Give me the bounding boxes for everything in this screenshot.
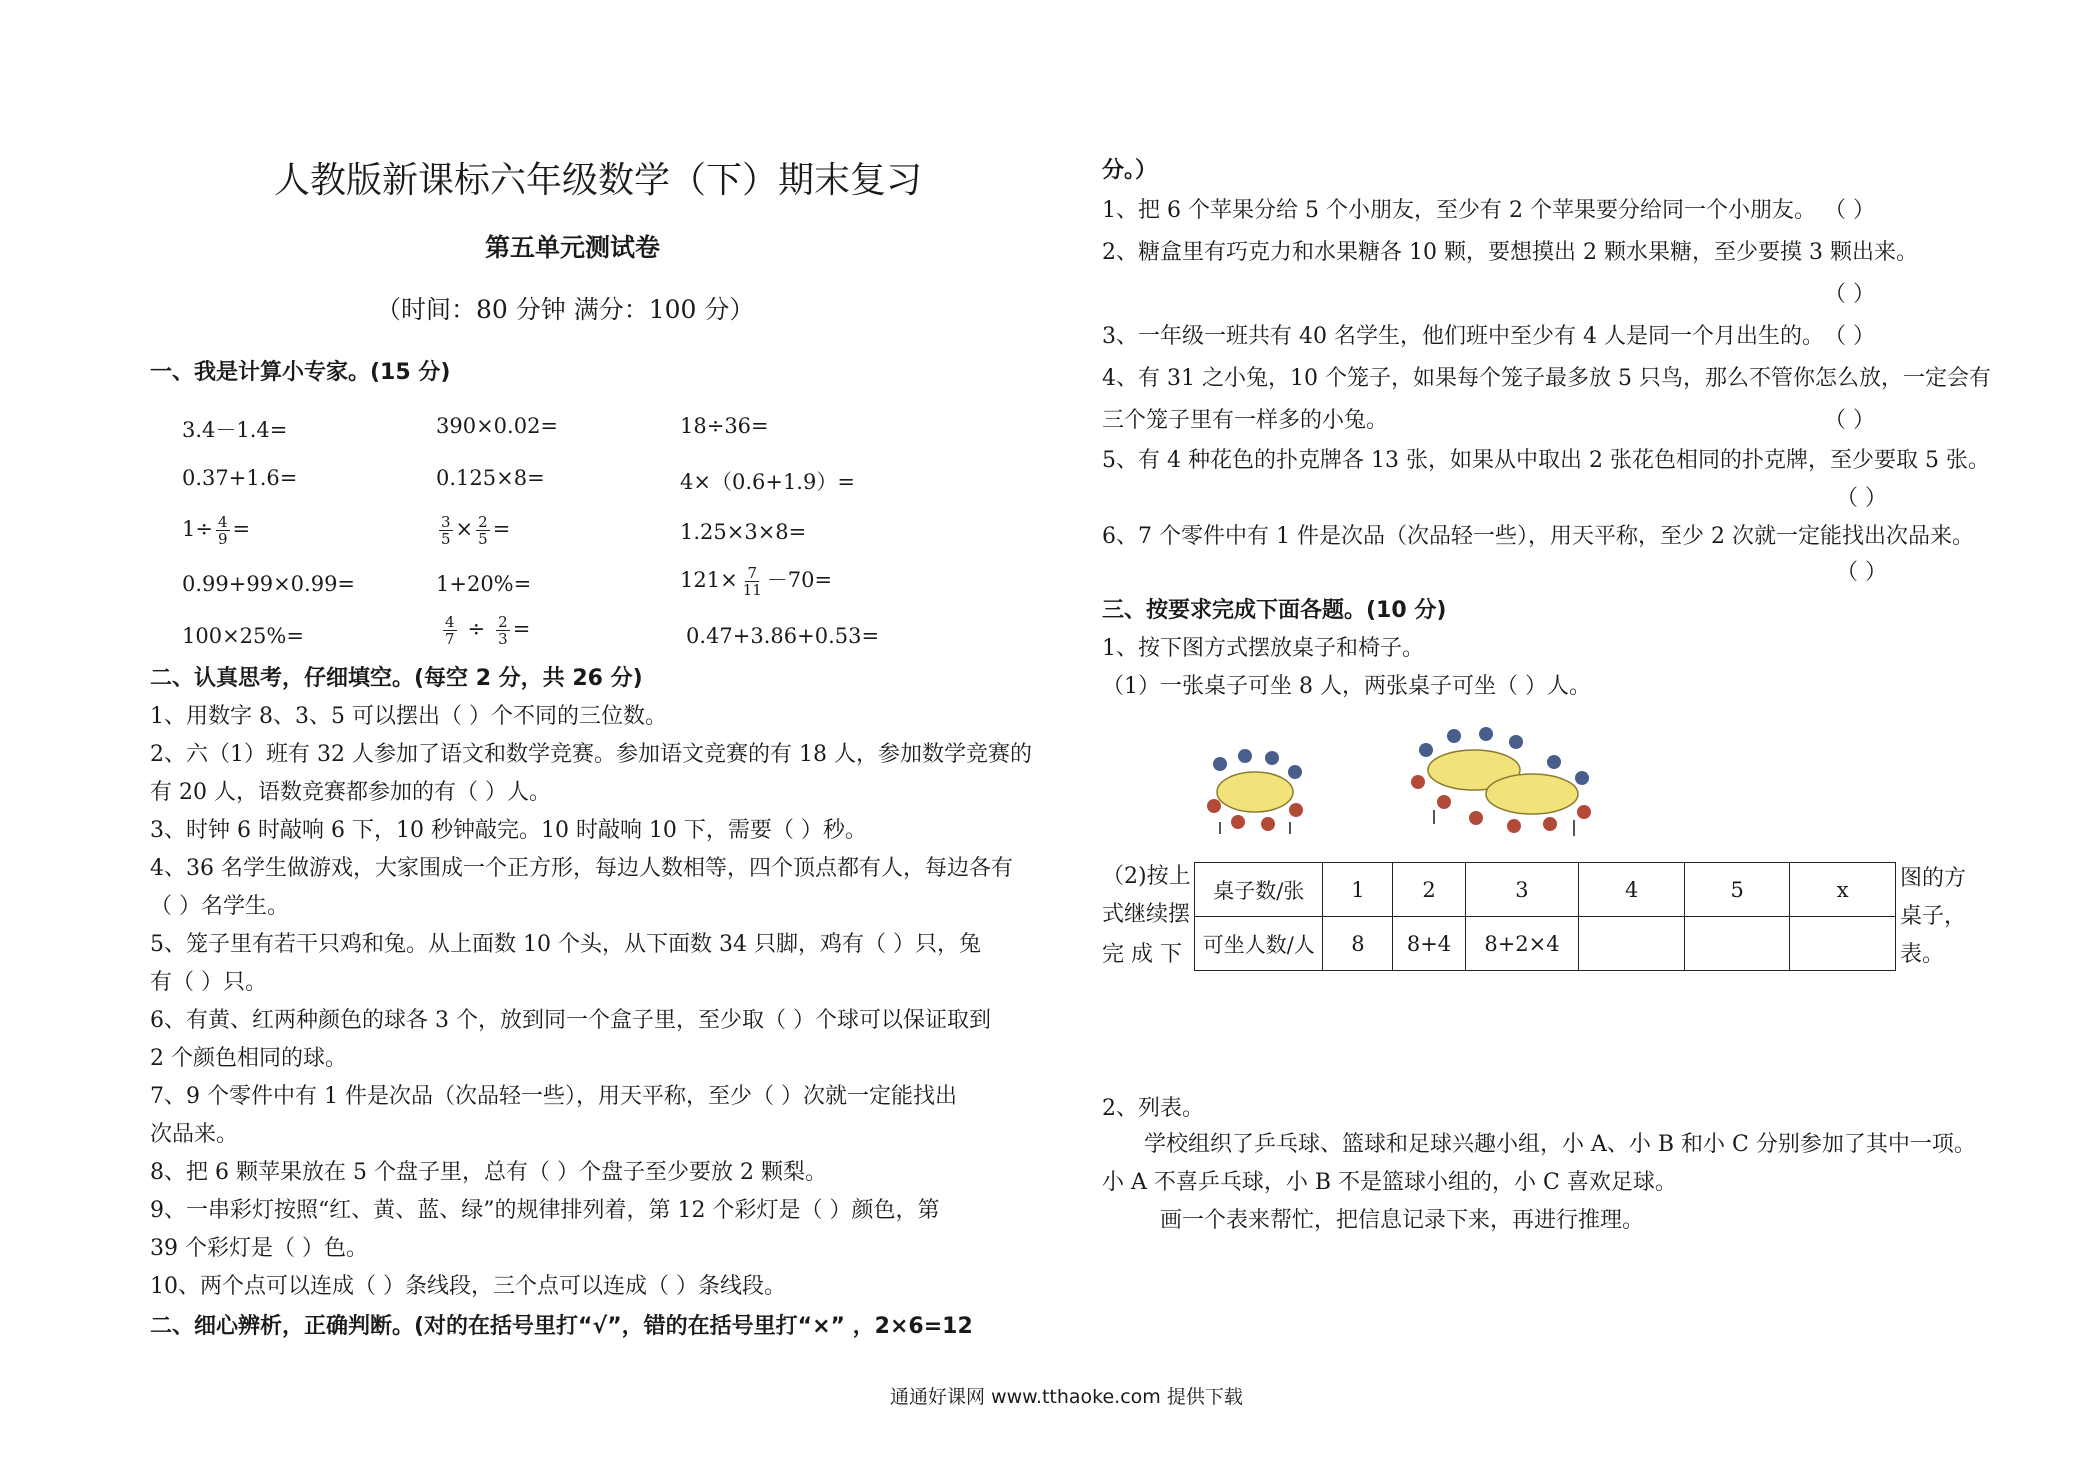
question-line: 10、两个点可以连成（ ）条线段，三个点可以连成（ ）条线段。 xyxy=(150,1274,786,1299)
calc-text: 121× xyxy=(680,568,738,592)
table-cell: x xyxy=(1790,863,1896,917)
question-line: 2 个颜色相同的球。 xyxy=(150,1046,347,1071)
fraction xyxy=(443,614,457,647)
answer-bracket[interactable]: （ ） xyxy=(1824,324,1875,349)
table-row xyxy=(1195,863,1896,917)
answer-cell[interactable] xyxy=(1684,917,1790,971)
judge-line: 3、一年级一班共有 40 名学生，他们班中至少有 4 人是同一个月出生的。 xyxy=(1102,324,1824,349)
q1b-left-line: 式继续摆 xyxy=(1102,902,1191,927)
question-line: 1、按下图方式摆放桌子和椅子。 xyxy=(1102,636,1424,661)
calc-item: 0.99+99×0.99= xyxy=(182,572,356,596)
section1-heading: 一、我是计算小专家。(15 分) xyxy=(150,360,451,385)
denominator: 9 xyxy=(217,530,228,548)
question-line: 1、用数字 8、3、5 可以摆出（ ）个不同的三位数。 xyxy=(150,704,667,729)
answer-bracket[interactable]: （ ） xyxy=(1824,282,1875,307)
fraction xyxy=(216,514,230,547)
calc-item: 4×（0.6+1.9）= xyxy=(680,470,855,494)
table-cell: 可坐人数/人 xyxy=(1195,917,1323,971)
page-subtitle: 第五单元测试卷 xyxy=(485,233,661,262)
question-line: 有（ ）只。 xyxy=(150,970,267,995)
footer-source: 通通好课网 www.tthaoke.com 提供下载 xyxy=(890,1386,1243,1408)
question-line: 6、有黄、红两种颜色的球各 3 个，放到同一个盒子里，至少取（ ）个球可以保证取到 xyxy=(150,1008,991,1033)
calc-item xyxy=(182,514,250,547)
fraction xyxy=(476,514,490,547)
fraction xyxy=(496,614,510,647)
question-line: 学校组织了乒乓球、篮球和足球兴趣小组，小 A、小 B 和小 C 分别参加了其中一项。 xyxy=(1144,1132,1976,1157)
q1b-left-line: （2)按上 xyxy=(1102,864,1191,889)
answer-cell[interactable] xyxy=(1790,917,1896,971)
q1b-right-line: 图的方 xyxy=(1900,866,1967,891)
q1b-right-line: 表。 xyxy=(1900,942,1945,967)
question-line: 8、把 6 颗苹果放在 5 个盘子里，总有（ ）个盘子至少要放 2 颗梨。 xyxy=(150,1160,827,1185)
table-cell: 8 xyxy=(1323,917,1393,971)
table-cell: 2 xyxy=(1393,863,1465,917)
q1b-left-line: 完 成 下 xyxy=(1102,942,1182,967)
section2-heading: 二、认真思考，仔细填空。(每空 2 分，共 26 分) xyxy=(150,666,643,691)
operator: ÷ xyxy=(467,617,486,641)
page-title: 人教版新课标六年级数学（下）期末复习 xyxy=(274,160,923,201)
one-table-illustration xyxy=(1200,734,1310,838)
calc-item: 1.25×3×8= xyxy=(680,520,807,544)
question-line: 2、列表。 xyxy=(1102,1096,1204,1121)
section3-heading: 二、细心辨析，正确判断。(对的在括号里打“√”，错的在括号里打“×” ，2×6=12 xyxy=(150,1314,973,1339)
calc-item: 3.4－1.4= xyxy=(182,418,288,442)
calc-item: 390×0.02= xyxy=(436,414,559,438)
fraction xyxy=(741,565,764,598)
question-line: 5、笼子里有若干只鸡和兔。从上面数 10 个头，从下面数 34 只脚，鸡有（ ）只，兔 xyxy=(150,932,981,957)
judge-line: 1、把 6 个苹果分给 5 个小朋友，至少有 2 个苹果要分给同一个小朋友。 xyxy=(1102,198,1816,223)
question-line: 2、六（1）班有 32 人参加了语文和数学竞赛。参加语文竞赛的有 18 人，参加数学竞赛的 xyxy=(150,742,1032,767)
numerator: 4 xyxy=(445,613,455,631)
question-line: 3、时钟 6 时敲响 6 下，10 秒钟敲完。10 时敲响 10 下，需要（ ）秒。 xyxy=(150,818,867,843)
table-cell: 8+2×4 xyxy=(1465,917,1579,971)
denominator: 3 xyxy=(498,630,508,648)
seating-table xyxy=(1194,862,1896,971)
calc-item: 100×25%= xyxy=(182,624,304,648)
question-line: 39 个彩灯是（ ）色。 xyxy=(150,1236,368,1261)
judge-line: 三个笼子里有一样多的小兔。 xyxy=(1102,408,1389,433)
answer-bracket[interactable]: （ ） xyxy=(1836,486,1887,511)
judge-line: 6、7 个零件中有 1 件是次品（次品轻一些），用天平称，至少 2 次就一定能找出次品来。 xyxy=(1102,524,1974,549)
section3-heading-cont: 分。） xyxy=(1102,158,1158,183)
operator: × xyxy=(455,517,474,541)
table-cell: 4 xyxy=(1579,863,1685,917)
section4-heading: 三、按要求完成下面各题。(10 分) xyxy=(1102,598,1447,623)
table-cell: 桌子数/张 xyxy=(1195,863,1323,917)
answer-bracket[interactable]: （ ） xyxy=(1836,560,1887,585)
question-line: 小 A 不喜乒乓球，小 B 不是篮球小组的，小 C 喜欢足球。 xyxy=(1102,1170,1677,1195)
calc-item xyxy=(440,614,530,647)
denominator: 5 xyxy=(441,530,451,548)
table-cell: 8+4 xyxy=(1393,917,1465,971)
question-line: 9、一串彩灯按照“红、黄、蓝、绿”的规律排列着，第 12 个彩灯是（ ）颜色，第 xyxy=(150,1198,940,1223)
calc-item: 0.47+3.86+0.53= xyxy=(686,624,880,648)
calc-text: = xyxy=(492,517,511,541)
denominator: 7 xyxy=(445,630,455,648)
answer-bracket[interactable]: （ ） xyxy=(1824,198,1875,223)
denominator: 5 xyxy=(478,530,488,548)
calc-text: = xyxy=(232,517,251,541)
table-row xyxy=(1195,917,1896,971)
answer-bracket[interactable]: （ ） xyxy=(1824,408,1875,433)
question-line: 7、9 个零件中有 1 件是次品（次品轻一些），用天平称，至少（ ）次就一定能找出 xyxy=(150,1084,957,1109)
question-line: 4、36 名学生做游戏，大家围成一个正方形，每边人数相等，四个顶点都有人，每边各有 xyxy=(150,856,1013,881)
numerator: 2 xyxy=(498,613,508,631)
calc-text: －70= xyxy=(766,568,833,592)
judge-line: 5、有 4 种花色的扑克牌各 13 张，如果从中取出 2 张花色相同的扑克牌，至少要取 5 张。 xyxy=(1102,448,1990,473)
denominator: 11 xyxy=(742,581,762,599)
calc-item: 1+20%= xyxy=(436,572,532,596)
calc-item: 18÷36= xyxy=(680,414,769,438)
two-tables-illustration xyxy=(1404,720,1604,844)
judge-line: 2、糖盒里有巧克力和水果糖各 10 颗，要想摸出 2 颗水果糖，至少要摸 3 颗出来。 xyxy=(1102,240,1918,265)
calc-item: 0.37+1.6= xyxy=(182,466,298,490)
numerator: 3 xyxy=(441,513,451,531)
calc-text: 1÷ xyxy=(182,517,213,541)
calc-item xyxy=(680,564,832,598)
q1b-right-line: 桌子， xyxy=(1900,904,1967,929)
question-line: 有 20 人，语数竞赛都参加的有（ ）人。 xyxy=(150,780,551,805)
question-line: （ ）名学生。 xyxy=(150,894,289,919)
calc-item: 0.125×8= xyxy=(436,466,545,490)
table-cell: 5 xyxy=(1684,863,1790,917)
numerator: 4 xyxy=(217,513,228,531)
numerator: 7 xyxy=(747,564,757,582)
question-line: （1）一张桌子可坐 8 人，两张桌子可坐（ ）人。 xyxy=(1102,674,1591,699)
numerator: 2 xyxy=(478,513,488,531)
exam-info: （时间：80 分钟 满分：100 分） xyxy=(376,295,755,324)
calc-text: = xyxy=(512,617,531,641)
judge-line: 4、有 31 之小兔，10 个笼子，如果每个笼子最多放 5 只鸟，那么不管你怎么放，一定会有 xyxy=(1102,366,1991,391)
table-cell: 3 xyxy=(1465,863,1579,917)
fraction xyxy=(439,514,453,547)
question-line: 次品来。 xyxy=(150,1122,239,1147)
table-cell: 1 xyxy=(1323,863,1393,917)
answer-cell[interactable] xyxy=(1579,917,1685,971)
question-line: 画一个表来帮忙，把信息记录下来，再进行推理。 xyxy=(1160,1208,1645,1233)
calc-item xyxy=(436,514,510,547)
